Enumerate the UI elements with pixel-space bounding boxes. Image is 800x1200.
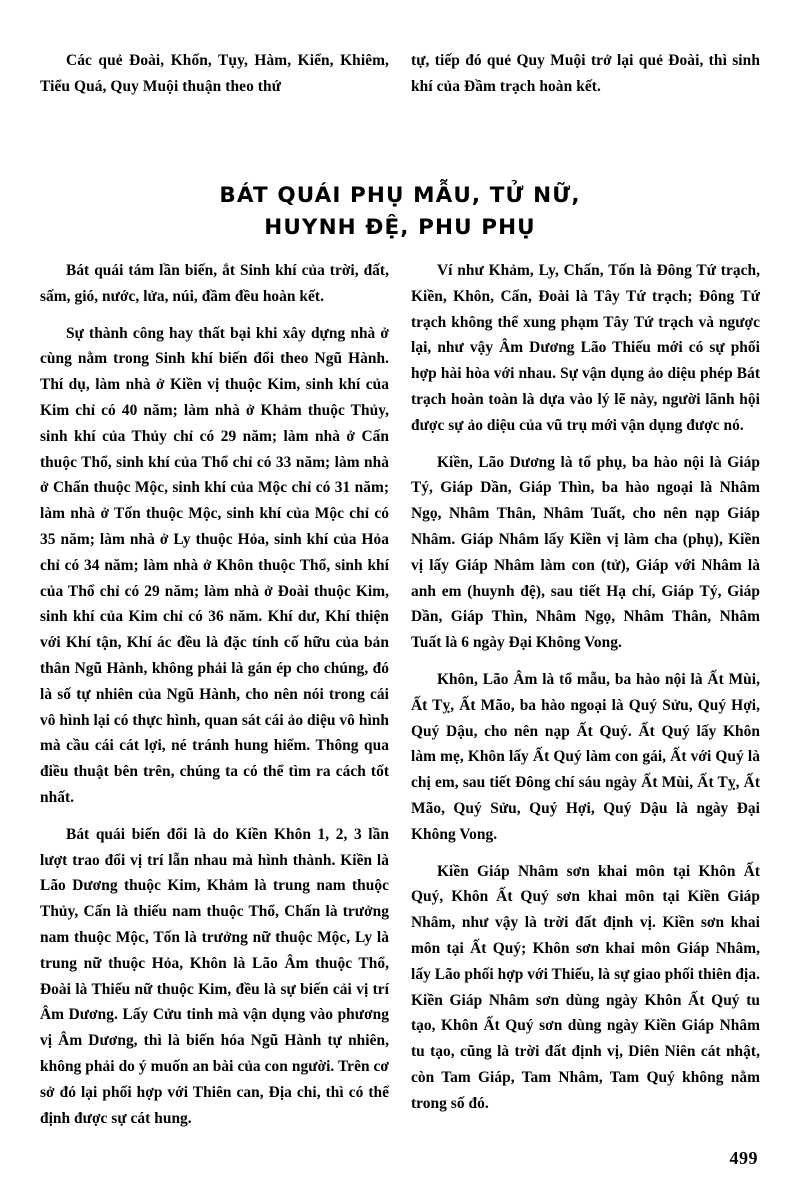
paragraph: Ví như Khảm, Ly, Chấn, Tốn là Đông Tứ trạch, Kiền, Khôn, Cấn, Đoài là Tây Tứ trạch; Đông Tứ trạch không thể xung phạm Tây Tứ trạch và ngược lại, như vậy Âm Dương Lão Thiếu mới có sự phối hợp hài hòa với nhau. Sự vận dụng ảo diệu phép Bát trạch hoàn toàn là dựa vào lý lẽ này, người lãnh hội được sự ảo diệu của vũ trụ mới vận dụng được nó.: [411, 262, 760, 434]
paragraph: Kiền, Lão Dương là tổ phụ, ba hào nội là Giáp Tý, Giáp Dần, Giáp Thìn, ba hào ngoại là Nhâm Ngọ, Nhâm Thân, Nhâm Tuất, cho nên nạp Giáp Nhâm. Giáp Nhâm lấy Kiền vị làm cha (phụ), Kiền vị lấy Giáp Nhâm làm con (tử), Giáp với Nhâm là anh em (huynh đệ), sau tiết Hạ chí, Giáp Tý, Giáp Dần, Giáp Thìn, Nhâm Ngọ, Nhâm Thân, Nhâm Tuất là 6 ngày Đại Không Vong.: [411, 453, 760, 652]
continuation-left-column: [40, 48, 389, 100]
continuation-right-column: [411, 48, 760, 100]
paragraph: Sự thành công hay thất bại khi xây dựng nhà ở cùng nằm trong Sinh khí biến đổi theo Ngũ Hành. Thí dụ, làm nhà ở Kiền vị thuộc Kim, sinh khí của Kim chỉ có 40 năm; làm nhà ở Khảm thuộc Thủy, sinh khí của Thủy chỉ có 29 năm; làm nhà ở Cấn thuộc Thổ, sinh khí của Thổ chỉ có 33 năm; làm nhà ở Chấn thuộc Mộc, sinh khí của Mộc chỉ có 31 năm; làm nhà ở Tốn thuộc Mộc, sinh khí của Mộc chỉ có 35 năm; làm nhà ở Ly thuộc Hỏa, sinh khí của Hỏa chỉ có 34 năm; làm nhà ở Khôn thuộc Thổ, sinh khí của Thổ chỉ có 29 năm; làm nhà ở Đoài thuộc Kim, sinh khí của Kim chỉ có 36 năm. Khí dư, Khí thiện với Khí tận, Khí ác đều là đặc tính cố hữu của bản thân Ngũ Hành, không phải là gán ép cho chúng, đó là số tự nhiên của Ngũ Hành, cho nên nói trong cái vô hình lại có thực hình, quan sát cái ảo diệu vô hình mà cầu cái cát lợi, né tránh hung hiểm. Thông qua điều thuật bên trên, chúng ta có thể tìm ra cách tốt nhất.: [40, 324, 389, 806]
section-heading-line-2: HUYNH ĐỆ, PHU PHỤ: [264, 215, 536, 241]
paragraph: Khôn, Lão Âm là tổ mẫu, ba hào nội là Ất Mùi, Ất Tỵ, Ất Mão, ba hào ngoại là Quý Sửu, Quý Hợi, Quý Dậu, cho nên nạp Ất Quý. Ất Quý lấy Khôn làm mẹ, Khôn lấy Ất Quý làm con gái, Ất với Quý là chị em, sau tiết Đông chí sáu ngày Ất Mùi, Ất Tỵ, Ất Mão, Quý Sửu, Quý Hợi, Quý Dậu là ngày Đại Không Vong.: [411, 670, 760, 843]
paragraph: Kiền Giáp Nhâm sơn khai môn tại Khôn Ất Quý, Khôn Ất Quý sơn khai môn tại Kiền Giáp Nhâm, như vậy là trời đất định vị. Kiền sơn khai môn tại Ất Quý; Khôn sơn khai môn Giáp Nhâm, lấy Lão phối hợp với Thiếu, là sự giao phối thiên địa. Kiền Giáp Nhâm sơn dùng ngày Khôn Ất Quý tu tạo, Khôn Ất Quý sơn dùng ngày Kiền Giáp Nhâm tu tạo, cũng là trời đất định vị, Diên Niên cát nhật, còn Tam Giáp, Tam Nhâm, Tam Quý không nằm trong số đó.: [411, 862, 761, 1112]
section-heading-line-1: BÁT QUÁI PHỤ MẪU, TỬ NỮ,: [219, 183, 581, 209]
body-columns: [40, 258, 760, 1131]
continuation-right-text: tự, tiếp đó quẻ Quy Muội trở lại quẻ Đoài, thì sinh khí của Đầm trạch hoàn kết.: [411, 52, 760, 95]
body-left-column: [40, 258, 389, 1131]
continuation-block: [40, 48, 760, 100]
paragraph: Bát quái tám lần biến, ắt Sinh khí của trời, đất, sấm, gió, nước, lửa, núi, đầm đều hoàn kết.: [40, 262, 389, 305]
body-right-column: [411, 258, 760, 1131]
continuation-left-text: Các quẻ Đoài, Khốn, Tụy, Hàm, Kiển, Khiêm, Tiểu Quá, Quy Muội thuận theo thứ: [40, 52, 389, 95]
paragraph: Bát quái biến đổi là do Kiền Khôn 1, 2, 3 lần lượt trao đổi vị trí lẫn nhau mà hình thành. Kiền là Lão Dương thuộc Kim, Khảm là trung nam thuộc Thủy, Cấn là thiếu nam thuộc Thổ, Chấn là trưởng nam thuộc Mộc, Tốn là trưởng nữ thuộc Mộc, Ly là trung nữ thuộc Hỏa, Khôn là Lão Âm thuộc Thổ, Đoài là Thiếu nữ thuộc Kim, đều là sự biến cải vị trí Âm Dương. Lấy Cửu tinh mà vận dụng vào phương vị Âm Dương, thì là biến hóa Ngũ Hành tự nhiên, không phải do ý muốn an bài của con người. Trên cơ sở đó lại phối hợp với Thiên can, Địa chi, thì có thể định được sự cát hung.: [40, 825, 389, 1127]
page-number: 499: [729, 1148, 758, 1168]
section-heading: [40, 180, 760, 244]
